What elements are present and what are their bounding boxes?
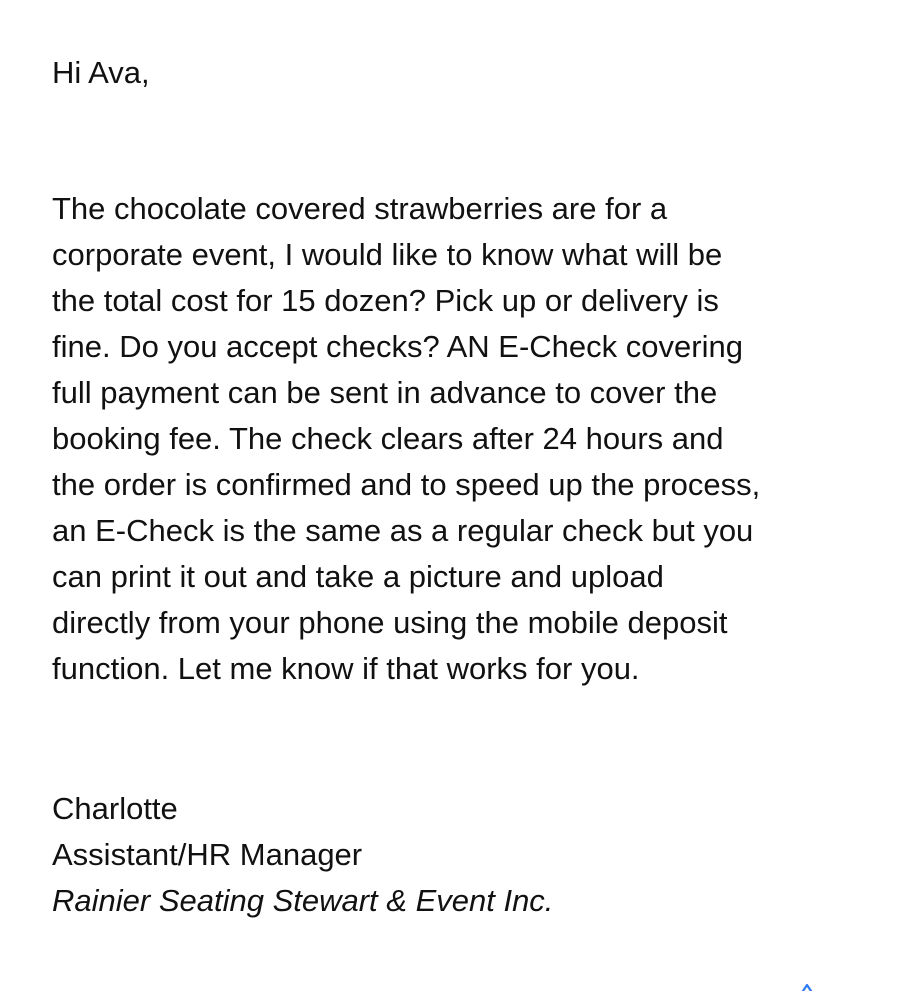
message-line: The chocolate covered strawberries are for a [52,191,668,226]
scroll-indicator-icon [800,982,814,991]
message-line: the total cost for 15 dozen? Pick up or delivery is [52,283,719,318]
signature-title: Assistant/HR Manager [52,837,363,872]
message-line: fine. Do you accept checks? AN E-Check covering [52,329,743,364]
scroll-indicator-icon-svg [800,982,814,991]
signature-name: Charlotte [52,791,178,826]
message-line: booking fee. The check clears after 24 hours and [52,421,724,456]
message-line: an E-Check is the same as a regular check but you [52,513,754,548]
message-line: directly from your phone using the mobile deposit [52,605,728,640]
message-line: corporate event, I would like to know what will be [52,237,723,272]
signature-company: Rainier Seating Stewart & Event Inc. [52,883,554,918]
email-message [52,186,872,692]
message-line: the order is confirmed and to speed up the process, [52,467,761,502]
message-line: can print it out and take a picture and upload [52,559,664,594]
message-line: full payment can be sent in advance to cover the [52,375,718,410]
email-greeting: Hi Ava, [52,55,150,90]
email-signature [52,786,553,924]
message-line: function. Let me know if that works for you. [52,651,640,686]
